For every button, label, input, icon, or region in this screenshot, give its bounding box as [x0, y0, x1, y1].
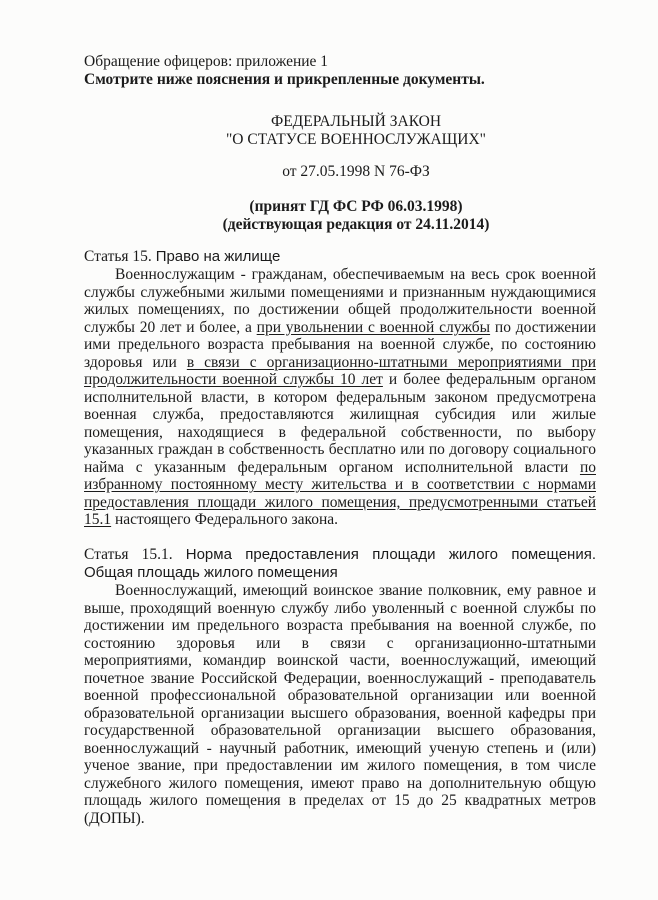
- paragraph-line: [84, 635, 596, 653]
- text-segment: и более федеральным органом: [382, 371, 596, 388]
- text-segment: службы 20 лет и более, а: [84, 318, 257, 336]
- header-line-2: Смотрите ниже пояснения и прикрепленные документы.: [84, 71, 485, 88]
- paragraph-line: [84, 336, 596, 354]
- text-segment: военной профессиональной образовательной организации или военной: [84, 687, 596, 704]
- underlined-text: в связи с организационно-штатными мероприятиями при: [186, 353, 596, 371]
- article-15-1-heading: [84, 546, 596, 564]
- text-segment: службы служебными жилыми помещениями и признанным нуждающимися: [84, 283, 596, 301]
- paragraph-line: [84, 722, 596, 740]
- paragraph-line: [84, 617, 596, 635]
- paragraph-line: [84, 792, 596, 810]
- paragraph-line: [84, 459, 596, 477]
- text-segment: служебного жилого помещения, имеют право на дополнительную общую: [84, 774, 596, 792]
- paragraph-line: [84, 740, 596, 758]
- law-title-name: "О СТАТУСЕ ВОЕННОСЛУЖАЩИХ": [225, 131, 487, 148]
- text-segment: (ДОПЫ).: [84, 809, 145, 827]
- paragraph-line: [84, 652, 596, 670]
- paragraph-line: [84, 582, 596, 600]
- paragraph-line: [84, 775, 596, 793]
- law-edition: (действующая редакция от 24.11.2014): [222, 216, 490, 233]
- text-segment: состоянию здоровья или в связи с организационно-штатными: [84, 634, 596, 652]
- paragraph-line: [84, 705, 596, 723]
- underlined-text: предоставления площади жилого помещения, предусмотренными статьей: [84, 493, 596, 511]
- law-title: ФЕДЕРАЛЬНЫЙ ЗАКОН: [270, 113, 442, 130]
- article-15-1-body: [84, 582, 596, 827]
- paragraph-line: [84, 389, 596, 407]
- text-segment: указанных граждан в собственность бесплатно или по договору социального: [84, 441, 596, 458]
- paragraph-line: [84, 511, 596, 529]
- paragraph-line: [84, 424, 596, 442]
- paragraph-line: [84, 476, 596, 494]
- paragraph-line: [84, 670, 596, 688]
- text-segment: государственной образовательной организации высшего образования,: [84, 722, 596, 739]
- text-segment: исполнительной власти, в котором федеральным законом предусмотрена: [84, 388, 596, 406]
- text-segment: достижении им предельного возраста пребывания на военной службе, по: [84, 617, 596, 634]
- paragraph-line: [84, 371, 596, 389]
- paragraph-line: [84, 319, 596, 337]
- paragraph-line: [84, 284, 596, 302]
- text-segment: образовательной организации высшего образования, военной кафедры при: [84, 704, 596, 722]
- paragraph-line: [84, 266, 596, 284]
- text-segment: почетное звание Российской Федерации, военнослужащий - преподаватель: [84, 669, 596, 687]
- text-segment: ими предельного возраста пребывания на военной службе, по состоянию: [84, 336, 596, 353]
- text-segment: жилых помещениях, по достижении общей продолжительности военной: [84, 301, 596, 318]
- law-adopted: (принят ГД ФС РФ 06.03.1998): [249, 198, 463, 215]
- article-15-title: Право на жилище: [155, 248, 281, 265]
- text-segment: выше, проходящий военную службу либо уволенный с военной службы по: [84, 599, 596, 617]
- paragraph-line: [84, 757, 596, 775]
- text-segment: здоровья или: [84, 353, 187, 371]
- header-line-1: Обращение офицеров: приложение 1: [84, 53, 329, 70]
- paragraph-line: [84, 687, 596, 705]
- article-15-heading: [84, 248, 596, 266]
- text-segment: помещения, находящиеся в федеральной собственности, по выбору: [84, 423, 596, 441]
- underlined-text: продолжительности военной службы 10 лет: [84, 371, 383, 388]
- underlined-text: при увольнении с военной службы: [256, 318, 491, 336]
- law-date: от 27.05.1998 N 76-ФЗ: [282, 163, 430, 180]
- paragraph-line: [84, 810, 596, 828]
- paragraph-line: [84, 441, 596, 459]
- paragraph-line: [84, 406, 596, 424]
- paragraph-line: [84, 494, 596, 512]
- text-segment: Военнослужащий, имеющий воинское звание полковник, ему равное и: [115, 582, 596, 599]
- article-15-1-prefix: Статья 15.1.: [84, 546, 186, 563]
- text-segment: настоящего Федерального закона.: [111, 511, 339, 528]
- underlined-text: по: [579, 458, 596, 476]
- text-segment: мероприятиями, командир воинской части, военнослужащий, имеющий: [84, 652, 596, 669]
- article-15-1-title: Норма предоставления площади жилого помещения.: [185, 546, 596, 563]
- text-segment: военная служба, предоставляются жилищная субсидия или жилые: [84, 406, 596, 423]
- text-segment: площадь жилого помещения в пределах от 15 до 25 квадратных метров: [84, 792, 596, 809]
- underlined-text: избранному постоянному месту жительства и в соответствии с нормами: [84, 476, 596, 493]
- text-segment: ученое звание, при предоставлении им жилого помещения, в том числе: [84, 757, 596, 774]
- text-segment: найма с указанным федеральным органом исполнительной власти: [84, 458, 580, 476]
- paragraph-line: [84, 301, 596, 319]
- paragraph-line: [84, 600, 596, 618]
- paragraph-line: [84, 354, 596, 372]
- article-15-1-subtitle: Общая площадь жилого помещения: [84, 564, 338, 581]
- article-15-prefix: Статья 15.: [84, 248, 156, 265]
- article-15-body: [84, 266, 596, 529]
- text-segment: военнослужащий - научный работник, имеющий ученую степень и (или): [84, 739, 596, 757]
- text-segment: Военнослужащим - гражданам, обеспечиваемым на весь срок военной: [115, 266, 596, 283]
- underlined-text: 15.1: [84, 511, 112, 528]
- text-segment: по достижении: [490, 318, 596, 336]
